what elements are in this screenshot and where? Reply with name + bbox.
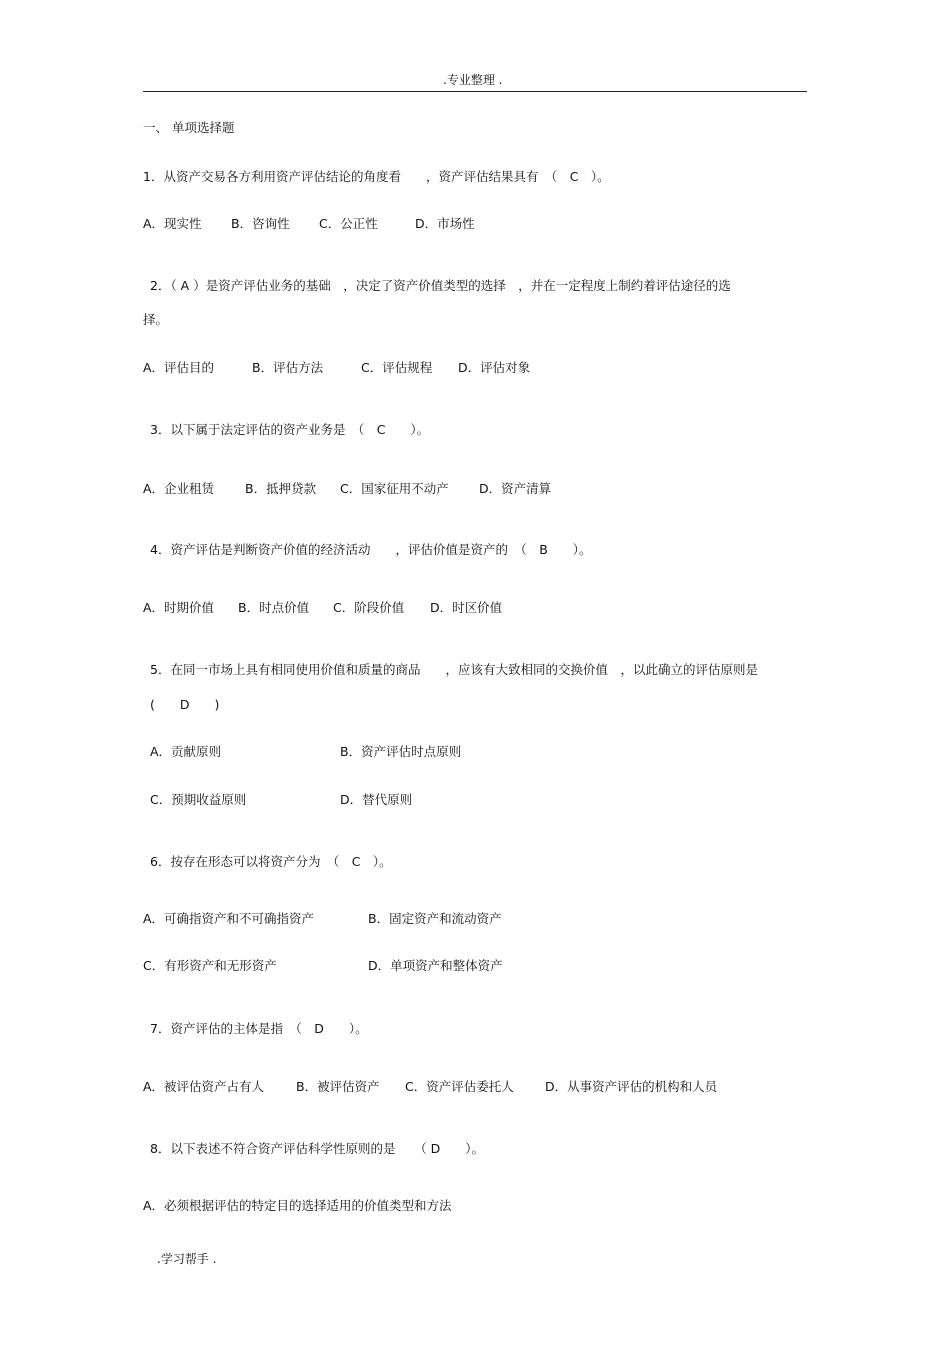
question-2-option-d: D．评估对象 (458, 360, 531, 375)
question-4-option-c: C．阶段价值 (333, 600, 405, 615)
question-5-option-d: D．替代原则 (340, 792, 413, 807)
question-3-option-d: D．资产清算 (479, 481, 552, 496)
question-5-option-c: C．预期收益原则 (150, 792, 247, 807)
question-6-option-c: C．有形资产和无形资产 (143, 958, 277, 973)
question-5-stem: 5．在同一市场上具有相同使用价值和质量的商品 ，应该有大致相同的交换价值 ，以此确立的评估原则是 (150, 662, 758, 677)
question-2-option-b: B．评估方法 (252, 360, 324, 375)
question-1-option-c: C．公正性 (319, 216, 378, 231)
question-8-stem: 8．以下表述不符合资产评估科学性原则的是 （ D ）。 (150, 1141, 485, 1156)
question-6-option-b: B．固定资产和流动资产 (368, 911, 502, 926)
question-4-option-b: B．时点价值 (238, 600, 310, 615)
question-1-stem: 1．从资产交易各方利用资产评估结论的角度看 ，资产评估结果具有 （ C ）。 (143, 169, 610, 184)
question-6-option-d: D．单项资产和整体资产 (368, 958, 503, 973)
question-5-option-b: B．资产评估时点原则 (340, 744, 462, 759)
question-2-option-a: A．评估目的 (143, 360, 215, 375)
question-7-option-b: B．被评估资产 (296, 1079, 380, 1094)
question-2-stem-continued: 择。 (143, 312, 169, 327)
question-3-option-c: C．国家征用不动产 (340, 481, 449, 496)
question-2-option-c: C．评估规程 (361, 360, 433, 375)
question-5-stem-continued: ( D ) (150, 697, 220, 712)
question-7-option-c: C．资产评估委托人 (405, 1079, 514, 1094)
question-1-option-a: A．现实性 (143, 216, 202, 231)
question-3-option-a: A．企业租赁 (143, 481, 215, 496)
question-7-option-d: D．从事资产评估的机构和人员 (545, 1079, 718, 1094)
header-divider (143, 91, 807, 92)
question-7-stem: 7．资产评估的主体是指 （ D ）。 (150, 1021, 368, 1036)
question-3-option-b: B．抵押贷款 (245, 481, 317, 496)
question-6-stem: 6．按存在形态可以将资产分为 （ C ）。 (150, 854, 392, 869)
question-8-option-a: A．必须根据评估的特定目的选择适用的价值类型和方法 (143, 1198, 452, 1213)
question-2-stem: 2．（ A ）是资产评估业务的基础 ，决定了资产价值类型的选择 ，并在一定程度上制约着评估途径的选 (150, 278, 731, 293)
question-4-option-a: A．时期价值 (143, 600, 215, 615)
section-title: 一、 单项选择题 (143, 120, 235, 135)
question-1-option-d: D．市场性 (415, 216, 475, 231)
question-1-option-b: B．咨询性 (231, 216, 290, 231)
question-5-option-a: A．贡献原则 (150, 744, 222, 759)
question-4-stem: 4．资产评估是判断资产价值的经济活动 ，评估价值是资产的 （ B ）。 (150, 542, 592, 557)
header-text: .专业整理 . (443, 73, 503, 87)
question-4-option-d: D．时区价值 (430, 600, 503, 615)
page-footer: .学习帮手 . (157, 1252, 217, 1266)
question-3-stem: 3．以下属于法定评估的资产业务是 （ C ）。 (150, 422, 430, 437)
question-6-option-a: A．可确指资产和不可确指资产 (143, 911, 315, 926)
question-7-option-a: A．被评估资产占有人 (143, 1079, 265, 1094)
